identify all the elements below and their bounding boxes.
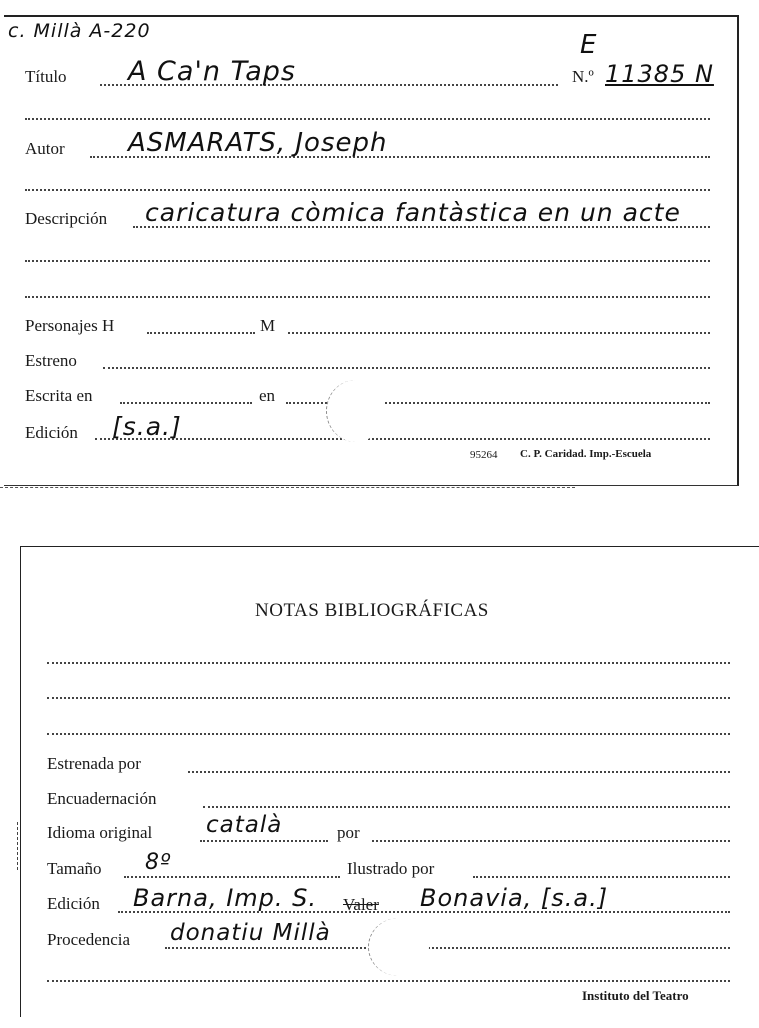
idioma-line: [200, 840, 328, 842]
encuadernacion-line: [203, 806, 730, 808]
edicion-bottom-value-b: Bonavia, [s.a.]: [420, 884, 609, 912]
blank-line: [25, 118, 710, 120]
descripcion-value: caricatura còmica fantàstica en un acte: [145, 198, 681, 227]
numero-label: N.º: [572, 67, 594, 86]
titulo-label: Título: [25, 67, 67, 86]
autor-value: ASMARATS, Joseph: [128, 128, 388, 158]
encuadernacion-label: Encuadernación: [47, 789, 157, 808]
procedencia-label: Procedencia: [47, 930, 131, 949]
numero-value: 11385 N: [605, 60, 714, 88]
blank-line: [25, 296, 710, 298]
blank-line: [25, 260, 710, 262]
corner-note: c. Millà A-220: [8, 20, 151, 42]
blank-line: [25, 189, 710, 191]
estrenada-line: [188, 771, 730, 773]
tamano-value: 8º: [145, 850, 172, 875]
notas-line: [47, 733, 730, 735]
personajes-m-line: [288, 332, 710, 334]
edicion-label: Edición: [25, 423, 78, 442]
idioma-value: català: [206, 812, 283, 838]
instituto-footer: Instituto del Teatro: [582, 988, 689, 1003]
procedencia-line: [165, 947, 730, 949]
notas-line: [47, 697, 730, 699]
procedencia-value: donatiu Millà: [170, 920, 331, 946]
por-line: [372, 840, 730, 842]
notas-line: [47, 980, 730, 982]
escrita-label: Escrita en: [25, 386, 93, 405]
footer-number: 95264: [470, 449, 498, 461]
personajes-h-line: [147, 332, 255, 334]
m-label: M: [260, 316, 276, 335]
notas-line: [47, 662, 730, 664]
side-tick: [17, 822, 18, 870]
idioma-label: Idioma original: [47, 823, 153, 842]
ilustrado-line: [473, 876, 730, 878]
punch-hole: [326, 380, 385, 442]
titulo-value: A Ca'n Taps: [128, 56, 296, 87]
personajes-label: Personajes H: [25, 316, 115, 335]
escrita-line: [120, 402, 252, 404]
edicion-struck-word: Valer: [343, 895, 379, 914]
tamano-label: Tamaño: [47, 859, 102, 878]
ilustrado-label: Ilustrado por: [347, 859, 435, 878]
edicion-bottom-label: Edición: [47, 894, 100, 913]
estreno-label: Estreno: [25, 351, 77, 370]
tamano-line: [124, 876, 340, 878]
notas-heading: NOTAS BIBLIOGRÁFICAS: [255, 600, 489, 621]
edicion-value: [s.a.]: [112, 412, 182, 441]
letter-mark: E: [580, 30, 598, 60]
edicion-line: [95, 438, 710, 440]
punch-hole: [368, 918, 429, 976]
descripcion-label: Descripción: [25, 209, 108, 228]
edicion-bottom-value-a: Barna, Imp. S.: [133, 884, 318, 912]
estrenada-label: Estrenada por: [47, 754, 141, 773]
en-label: en: [259, 386, 276, 405]
card-bottom-edge: [0, 487, 575, 488]
por-label: por: [337, 823, 360, 842]
autor-label: Autor: [25, 139, 65, 158]
estreno-line: [103, 367, 710, 369]
footer-printer: C. P. Caridad. Imp.-Escuela: [520, 448, 652, 460]
